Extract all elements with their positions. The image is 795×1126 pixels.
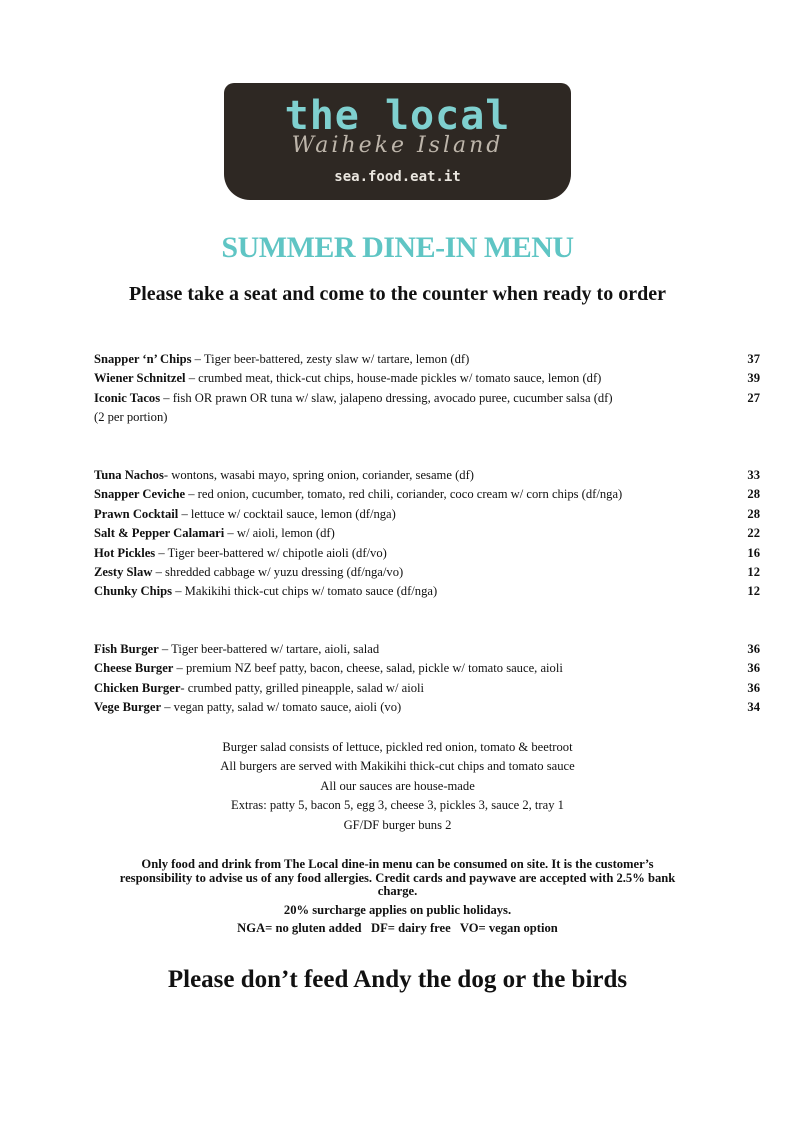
note-line: All our sauces are house-made [320, 778, 475, 793]
item-price: 36 [747, 642, 760, 656]
item-price: 28 [747, 506, 760, 521]
item-price: 33 [747, 468, 760, 482]
logo [224, 83, 571, 200]
item-name: Wiener Schnitzel [94, 371, 186, 386]
menu-subtitle: Please take a seat and come to the counter when ready to order [129, 283, 666, 305]
menu-section-sides [94, 466, 760, 602]
logo-script: Waiheke Island [291, 133, 504, 158]
menu-item [94, 582, 760, 601]
item-desc: - wontons, wasabi mayo, spring onion, coriander, sesame (df) [163, 468, 474, 482]
item-desc: - crumbed patty, grilled pineapple, salad w/ aioli [180, 680, 425, 695]
item-name: Iconic Tacos [94, 390, 161, 405]
item-price: 28 [747, 487, 760, 502]
item-desc: – Tiger beer-battered w/ chipotle aioli (df/vo) [155, 545, 387, 560]
menu-item [94, 369, 760, 388]
menu-item [94, 544, 760, 563]
legal-line: NGA= no gluten added DF= dairy free VO= vegan option [237, 921, 558, 936]
burger-notes [0, 738, 795, 835]
note-line: All burgers are served with Makikihi thick-cut chips and tomato sauce [220, 759, 575, 774]
item-name: Fish Burger [94, 642, 159, 656]
item-desc: – w/ aioli, lemon (df) [224, 526, 335, 541]
item-desc: – Makikihi thick-cut chips w/ tomato sauce (df/nga) [172, 584, 438, 599]
menu-title: SUMMER DINE-IN MENU [221, 231, 574, 264]
logo-title: the local [284, 93, 511, 139]
menu-item [94, 659, 760, 678]
item-desc: – premium NZ beef patty, bacon, cheese, salad, pickle w/ tomato sauce, aioli [173, 661, 563, 676]
menu-item [94, 466, 760, 485]
item-desc: – Tiger beer-battered, zesty slaw w/ tartare, lemon (df) [191, 352, 470, 366]
item-price: 22 [747, 526, 760, 541]
legal-line: 20% surcharge applies on public holidays. [283, 902, 512, 917]
item-desc: – fish OR prawn OR tuna w/ slaw, jalapeno dressing, avocado puree, cucumber salsa (df) [160, 390, 613, 405]
item-note: (2 per portion) [94, 410, 168, 425]
item-price: 34 [747, 700, 760, 715]
item-name: Prawn Cocktail [94, 506, 179, 521]
item-desc: – lettuce w/ cocktail sauce, lemon (df/nga) [178, 506, 396, 521]
item-name: Snapper ‘n’ Chips [94, 352, 192, 366]
menu-item [94, 698, 760, 717]
item-name: Chicken Burger [94, 680, 181, 695]
item-price: 37 [747, 352, 760, 366]
menu-item [94, 350, 760, 369]
item-name: Vege Burger [94, 700, 162, 715]
item-price: 39 [747, 371, 760, 386]
menu-section-burgers [94, 640, 760, 718]
item-name: Chunky Chips [94, 584, 173, 599]
item-desc: – shredded cabbage w/ yuzu dressing (df/nga/vo) [152, 565, 404, 580]
item-price: 36 [747, 680, 760, 695]
item-desc: – red onion, cucumber, tomato, red chili, coriander, coco cream w/ corn chips (df/nga) [185, 487, 623, 502]
item-price: 36 [747, 661, 760, 676]
item-name: Cheese Burger [94, 661, 174, 676]
item-name: Zesty Slaw [94, 565, 153, 580]
item-name: Snapper Ceviche [94, 487, 186, 502]
menu-item [94, 389, 760, 408]
item-price: 27 [747, 390, 760, 405]
menu-item [94, 563, 760, 582]
note-line: GF/DF burger buns 2 [343, 817, 452, 832]
menu-section-mains [94, 350, 760, 428]
menu-item [94, 679, 760, 698]
legal-notice [110, 858, 685, 936]
item-desc: – Tiger beer-battered w/ tartare, aioli, salad [158, 642, 380, 656]
note-line: Burger salad consists of lettuce, pickled red onion, tomato & beetroot [222, 740, 573, 754]
item-price: 16 [747, 545, 760, 560]
item-price: 12 [747, 584, 760, 599]
item-name: Salt & Pepper Calamari [94, 526, 225, 541]
footer-message: Please don’t feed Andy the dog or the birds [167, 966, 628, 993]
item-desc: – crumbed meat, thick-cut chips, house-made pickles w/ tomato sauce, lemon (df) [185, 371, 602, 386]
menu-item [94, 640, 760, 659]
item-name: Tuna Nachos [94, 468, 164, 482]
menu-item [94, 524, 760, 543]
legal-line: Only food and drink from The Local dine-in menu can be consumed on site. It is the customer’s responsibility to advise us of any food allergies. Credit cards and paywave are accepted with 2.5% bank charge. [119, 857, 676, 899]
item-price: 12 [747, 565, 760, 580]
item-name: Hot Pickles [94, 545, 156, 560]
menu-item [94, 505, 760, 524]
item-desc: – vegan patty, salad w/ tomato sauce, aioli (vo) [161, 700, 402, 715]
note-line: Extras: patty 5, bacon 5, egg 3, cheese 3, pickles 3, sauce 2, tray 1 [231, 798, 564, 813]
logo-tagline: sea.food.eat.it [334, 169, 461, 185]
menu-item [94, 485, 760, 504]
